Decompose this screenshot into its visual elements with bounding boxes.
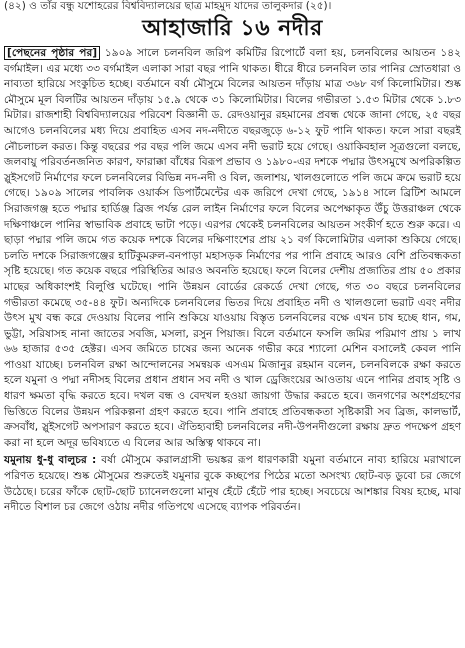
article-paragraph-1: ১৯০৯ সালে চলনবিল জরিপ কমিটির রিপোর্টে বলা হয়, চলনবিলের আয়তন ১৪২ বর্গমাইল। এর মধ্যে ৩৩ বর্গমাইল এলাকা সারা বছর পানি থাকত। ধীরে ধীরে চলনবিল তার পানির স্রোতধারা ও নাব্যতা হারিয়ে সংকুচিত হচ্ছে। বর্তমানে বর্ষা মৌসুমে বিলের আয়তন দাঁড়ায় মাত্র ৩৬৮ বর্গ কিলোমিটার। শুষ্ক মৌসুমে মূল বিলটির আয়তন দাঁড়ায় ১৫.৯ থেকে ৩১ কিলোমিটার। বিলের গভীরতা ১.৫৩ মিটার থেকে ১.৮৩ মিটার। রাজশাহী বিশ্ববিদ্যালয়ের পরিবেশ বিজ্ঞানী ড. রেদওয়ানুর রহমানের প্রবন্ধ থেকে জানা গেছে, ২৫ বছর আগেও চলনবিলের মধ্য দিয়ে প্রবাহিত এসব নদ-নদীতে বছরজুড়ে ৬-১২ ফুট পানি থাকত। ফলে সারা বছরই নৌচলাচল করত। কিন্তু বছরের পর বছর পলি জমে এসব নদী ভরাট হয়ে গেছে। ওয়াকিবহাল সূত্রগুলো বলছে, জলবায়ু পরিবর্তনজনিত কারণ, ফারাক্কা বাঁধের বিরূপ প্রভাব ও ১৯৮০-এর দশকে পদ্মার উৎসমুখে অপরিকল্পিত স্লুইসগেট নির্মাণের ফলে চলনবিলের বিভিন্ন নদ-নদী ও বিল, জলাশয়, খালগুলোতে পলি জমে ক্রমে ভরাট হয়ে গেছে। ১৯০৯ সালের পাবলিক ওয়ার্কস ডিপার্টমেন্টের এক জরিপে দেখা গেছে, ১৯১৪ সালে ব্রিটিশ আমলে সিরাজগঞ্জ হতে পদ্মার হার্ডিঞ্জ ব্রিজ পর্যন্ত রেল লাইন নির্মাণের ফলে বিলের অপেক্ষাকৃত উঁচু উত্তরাঞ্চল থেকে দক্ষিণাঞ্চলে পানির স্বাভাবিক প্রবাহে ভাটা পড়ে। এরপর থেকেই চলনবিলের আয়তন সংকীর্ণ হতে শুরু করে। এ ছাড়া পদ্মার পলি জমে গত কয়েক দশকে বিলের দক্ষিণাংশের প্রায় ২১ বর্গ কিলোমিটার এলাকা শুকিয়ে গেছে। চলতি দশকে সিরাজগঞ্জের হাটিকুমরুল-বনপাড়া মহাসড়ক নির্মাণের পর পানি প্রবাহে আরও বেশি প্রতিবন্ধকতা সৃষ্টি হয়েছে। গত কয়েক বছরে পরিস্থিতির আরও অবনতি হয়েছে। ফলে বিলের দেশীয় প্রজাতির প্রায় ৫০ প্রকার মাছের অধিকাংশই বিলুপ্তি ঘটেছে। পানি উন্নয়ন বোর্ডের রেকর্ডে দেখা গেছে, গত ৩০ বছরে চলনবিলের গভীরতা কমেছে ৩৫-৪৪ ফুট। অন্যদিকে চলনবিলের ভিতর দিয়ে প্রবাহিত নদী ও খালগুলো ভরাট এবং নদীর উৎস মুখ বন্ধ করে দেওয়ায় বিলের পানি শুকিয়ে যাওয়ায় বিস্তৃত চলনবিলের বক্ষে এখন চাষ হচ্ছে ধান, গম, ভুট্টা, সরিষাসহ নানা জাতের সবজি, মসলা, রসুন পিয়াজ। বিলে বর্তমানে ফসলি জমির পরিমাণ প্রায় ১ লাখ ৬৬ হাজার ৫৩৫ হেক্টর। এসব জমিতে চাষের জন্য অনেক গভীর করে শ্যালো মেশিন বসালেই কেবল পানি পাওয়া যাচ্ছে। চলনবিল রক্ষা আন্দোলনের সমন্বয়ক এসএম মিজানুর রহমান বলেন, চলনবিলকে রক্ষা করতে হলে যমুনা ও পদ্মা নদীসহ বিলের প্রধান প্রধান সব নদী ও খাল ড্রেজিংয়ের আওতায় এনে পানির প্রবাহ সৃষ্টি ও ধারণ ক্ষমতা বৃদ্ধি করতে হবে। দখল বন্ধ ও বেদখল হওয়া জায়গা উদ্ধার করতে হবে। জনগণের অংশগ্রহণের ভিত্তিতে বিলের উন্নয়ন পরিকল্পনা গ্রহণ করতে হবে। পানি প্রবাহে প্রতিবন্ধকতা সৃষ্টিকারী সব ব্রিজ, কালভার্ট, ক্রসবাঁধ, স্লুইসগেট অপসারণ করতে হবে। ঐতিহ্যবাহী চলনবিলের নদী-উপনদীগুলো রক্ষায় দ্রুত পদক্ষেপ গ্রহণ করা না হলে অদূর ভবিষ্যতে এ বিলের আর অস্তিত্ব থাকবে না।: [4, 47, 461, 449]
article-paragraph-2: বর্ষা মৌসুমে করালগ্রাসী ভয়ঙ্কর রূপ ধারণকারী যমুনা বর্তমানে নাব্য হারিয়ে মরাখালে পরিণত হয়েছে। শুষ্ক মৌসুমের শুরুতেই যমুনার বুকে কচ্ছপের পিঠের মতো অসংখ্য ছোট-বড় ডুবো চর জেগে উঠেছে। চরের ফাঁকে ছোট-ছোট চ্যানেলগুলো মানুষ হেঁটে হেঁটে পার হচ্ছে। সবচেয়ে আশঙ্কার বিষয় হচ্ছে, মাঝ নদীতে বিশাল চর জেগে ওঠায় নদীর গতিপথে এসেছে ব্যাপক পরিবর্তন।: [4, 454, 461, 514]
continued-from-kicker: [পেছনের পৃষ্ঠার পর]: [4, 46, 100, 60]
section-subhead: যমুনায় ধু-ধু বালুচর :: [4, 454, 97, 467]
article-section-2: [0, 453, 465, 515]
article-body: [0, 46, 465, 451]
previous-article-tail: (৪২) ও তাঁর বন্ধু যশোহরের বিশ্ববিদ্যালয়ের ছাত্র মাহমুদ যাদের তালুকদার (২৫)।: [4, 0, 332, 12]
headline: আহাজারি ১৬ নদীর: [142, 16, 323, 41]
